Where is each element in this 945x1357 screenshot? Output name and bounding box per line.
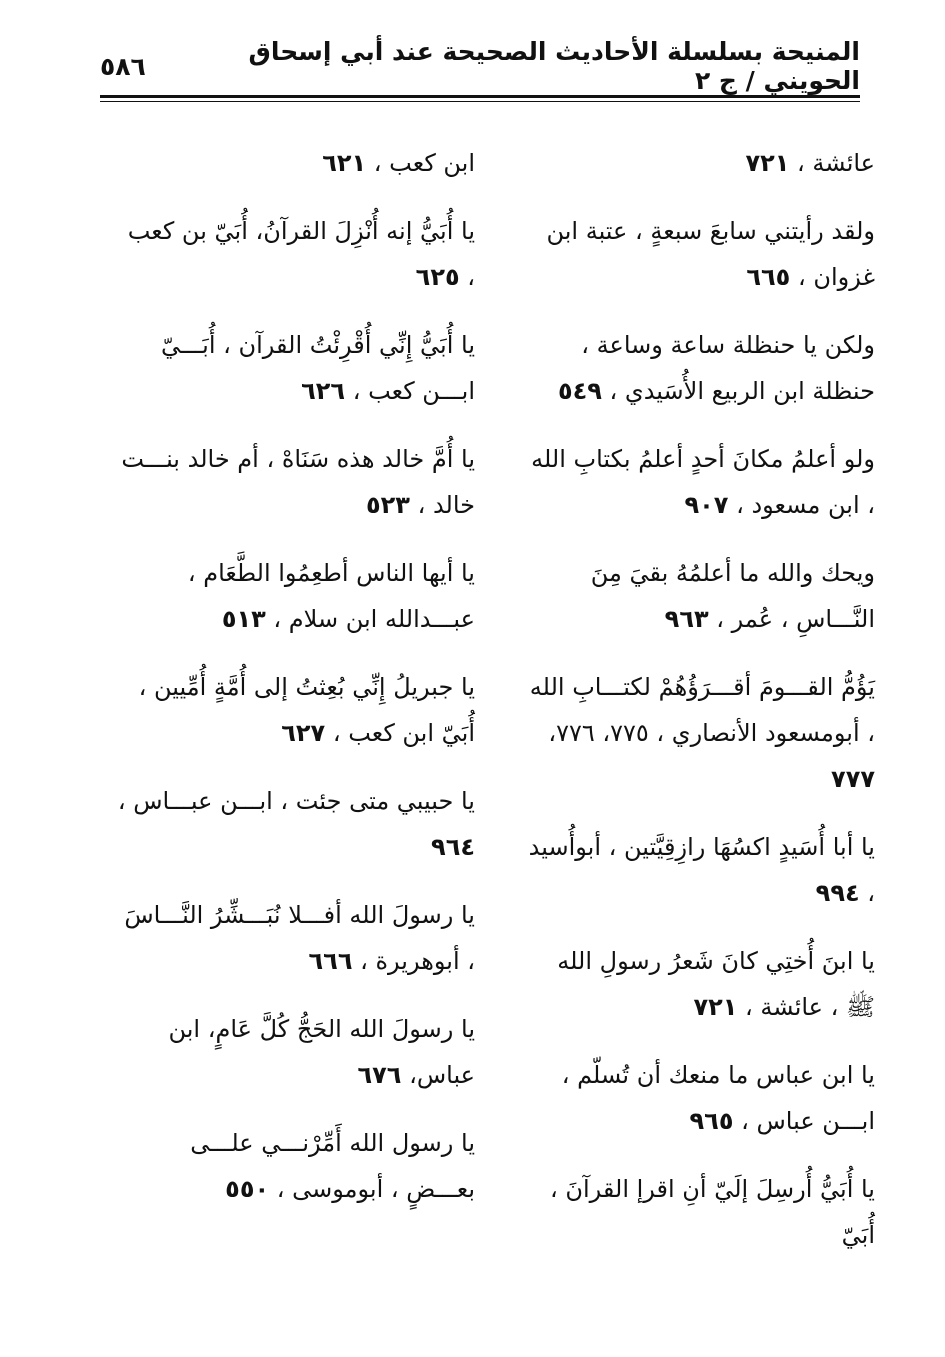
entry-page-ref: ٦٢١	[322, 149, 367, 177]
entry-page-ref: ٧٢١	[745, 149, 790, 177]
entry-page-ref: ٦٢٦	[301, 377, 346, 405]
entry-page-ref: ٩٦٤	[431, 833, 475, 861]
index-entry	[115, 208, 475, 300]
index-entry	[115, 892, 475, 984]
page-number: ٥٨٦	[100, 51, 146, 81]
entry-page-ref: ٥١٣	[221, 605, 266, 633]
entry-page-ref: ٦٢٥	[415, 263, 460, 291]
index-entry	[525, 208, 875, 300]
entry-text: عائشة ،	[789, 149, 875, 177]
index-entry	[525, 824, 875, 916]
entry-text: يا أبا أُسَيدٍ اكسُهَا رازِقِيَّتين ، أبوأُسيد ،	[528, 833, 875, 907]
entry-text: يا أُبَيُّ إنه أُنْزِلَ القرآنُ، أُبَيّ بن كعب ،	[127, 217, 475, 291]
entry-text: يا رسول الله أَمِّرْنـــي علـــى بعـــضٍ ، أبوموسى ،	[190, 1129, 475, 1203]
entry-text: يا أُمَّ خالد هذه سَنَاهْ ، أم خالد بنـــت خالد ،	[121, 445, 475, 519]
index-entry	[115, 664, 475, 756]
index-entry	[115, 550, 475, 642]
entry-text: ابن كعب ،	[366, 149, 475, 177]
entry-page-ref: ٦٧٦	[357, 1061, 402, 1089]
index-entry	[115, 778, 475, 870]
index-entry	[525, 322, 875, 414]
entry-text: يا أُبَيُّ إِنِّي أُقْرِئْتُ القرآن ، أُبَـــيّ ابـــن كعب ،	[161, 331, 475, 405]
entry-text: ولقد رأيتني سابعَ سبعةٍ ، عتبة ابن غزوان ،	[546, 217, 875, 291]
index-entry	[115, 436, 475, 528]
entry-text: يا أُبَيُّ أُرسِلَ إلَيّ أنِ اقرإ القرآنَ ، أُبَيّ	[549, 1175, 875, 1249]
entry-text: ولكن يا حنظلة ساعة وساعة ، حنظلة ابن الربيع الأُسَيدي ،	[581, 331, 875, 405]
entry-page-ref: ٦٦٥	[746, 263, 791, 291]
index-entry	[115, 1006, 475, 1098]
entry-page-ref: ٦٦٦	[308, 947, 353, 975]
entry-page-ref: ٥٢٣	[365, 491, 410, 519]
index-entry	[525, 140, 875, 186]
index-entry	[525, 1166, 875, 1258]
running-title: المنيحة بسلسلة الأحاديث الصحيحة عند أبي إسحاق الحويني / ج ٢	[248, 37, 860, 95]
index-entry	[525, 664, 875, 802]
entry-text: يا ابنَ أُختِي كانَ شَعرُ رسولِ الله ﷺ ، عائشة ،	[557, 947, 875, 1021]
index-entry	[525, 1052, 875, 1144]
index-column-right	[525, 140, 875, 1280]
entry-text: يَؤُمُّ القـــومَ أقـــرَؤُهُمْ لكتـــابِ الله ، أبومسعود الأنصاري ، ٧٧٥، ٧٧٦،	[529, 673, 875, 747]
entry-page-ref: ٩٠٧	[684, 491, 729, 519]
entry-page-ref: ٩٦٣	[664, 605, 709, 633]
entry-page-ref: ٩٦٥	[689, 1107, 734, 1135]
index-entry	[525, 550, 875, 642]
header-rule-thick	[100, 95, 860, 98]
index-entry	[525, 436, 875, 528]
entry-text: يا أيها الناس أطعِمُوا الطَّعَام ، عبـــدالله ابن سلام ،	[187, 559, 475, 633]
entry-page-ref: ٧٢١	[693, 993, 738, 1021]
page-header	[100, 37, 860, 95]
entry-page-ref: ٩٩٤	[815, 879, 860, 907]
entry-text: يا ابن عباس ما منعك أن تُسلّم ، ابـــن عباس ،	[561, 1061, 875, 1135]
index-entry	[115, 1120, 475, 1212]
entry-text: يا حبيبي متى جئت ، ابـــن عبـــاس ،	[117, 787, 475, 815]
index-column-left	[115, 140, 475, 1234]
entry-text: يا رسولَ الله أفـــلا نُبَـــشِّرُ النَّـــاسَ ، أبوهريرة ،	[124, 901, 475, 975]
entry-page-ref: ٧٧٧	[831, 765, 875, 793]
header-rule-thin	[100, 101, 860, 102]
entry-page-ref: ٦٢٧	[281, 719, 326, 747]
entry-page-ref: ٥٥٠	[225, 1175, 270, 1203]
index-entry	[525, 938, 875, 1030]
index-entry	[115, 322, 475, 414]
entry-text: يا جبريلُ إِنِّي بُعِثتُ إلى أُمَّةٍ أُمِّيين ، أُبَيّ ابن كعب ،	[138, 673, 475, 747]
index-entry	[115, 140, 475, 186]
entry-text: ولو أعلمُ مكانَ أحدٍ أعلمُ بكتابِ الله ، ابن مسعود ،	[531, 445, 875, 519]
entry-text: يا رسولَ الله الحَجُّ كُلَّ عَامٍ، ابن عباس،	[168, 1015, 475, 1089]
entry-page-ref: ٥٤٩	[557, 377, 602, 405]
entry-text: ويحك والله ما أعلمُهُ بقيَ مِنَ النَّـــاسِ ، عُمر ،	[590, 559, 875, 633]
